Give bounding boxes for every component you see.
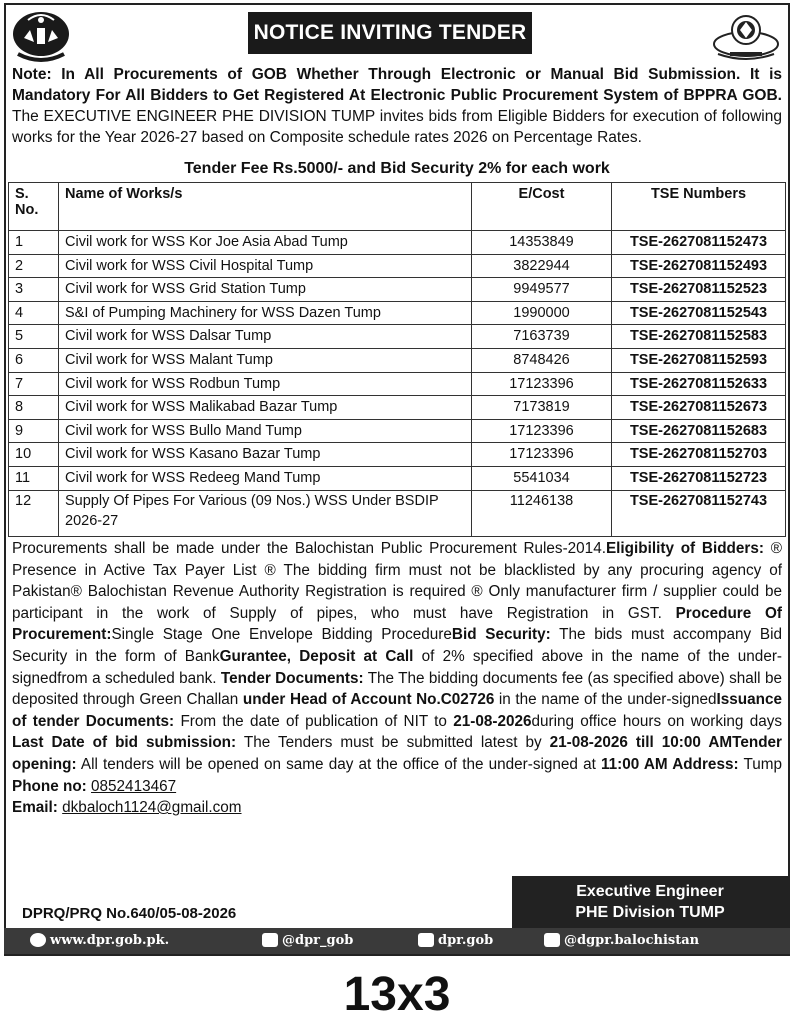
row-cost: 17123396 [472,443,612,467]
row-sno: 7 [9,372,59,396]
works-table-body [9,231,786,537]
signatory-box [512,876,788,928]
row-tse-number: TSE-2627081152543 [612,301,786,325]
issuance-date: 21-08-2026 [453,712,532,730]
notice-title: NOTICE INVITING TENDER [248,12,532,54]
row-sno: 9 [9,419,59,443]
address-text: Tump [738,755,782,773]
tender-opening-text: All tenders will be opened on same day at the office of the under-signed at [76,755,601,773]
phone-label: Phone no: [12,777,87,795]
row-tse-number: TSE-2627081152633 [612,372,786,396]
table-row [9,490,786,536]
website-item [30,928,169,954]
row-tse-number: TSE-2627081152723 [612,466,786,490]
eligibility-label: Eligibility of Bidders: [605,540,764,557]
header-tse-numbers: TSE Numbers [612,183,786,231]
row-cost: 3822944 [472,254,612,278]
row-tse-number: TSE-2627081152523 [612,278,786,302]
table-row [9,254,786,278]
address-label: Address: [667,755,739,773]
last-date-value: 21-08-2026 till 10:00 AM [549,734,733,752]
row-tse-number: TSE-2627081152593 [612,348,786,372]
intro-text: The EXECUTIVE ENGINEER PHE DIVISION TUMP invites bids from Eligible Bidders for execution of following works for the Year 2026-27 based on Composite schedule rates 2026 on Percentage Rates. [12,108,782,146]
works-table [8,182,786,537]
issuance-text-2: during office hours on working days [531,712,783,730]
tender-documents-text: The The bidding documents fee (as specified above) shall be deposited through Green Challan [12,669,782,709]
row-sno: 4 [9,301,59,325]
email-label: Email: [12,799,58,817]
instagram-icon [418,933,434,947]
email-link[interactable]: dkbaloch1124@gmail.com [62,799,242,817]
facebook-handle[interactable]: @dgpr.balochistan [564,933,700,948]
tender-documents-label: Tender Documents: [220,669,364,687]
row-tse-number: TSE-2627081152743 [612,490,786,536]
head-of-account: under Head of Account No.C02726 [242,691,495,709]
header-name-of-works: Name of Works/s [59,183,472,231]
twitter-item [262,928,353,954]
issuance-text: From the date of publication of NIT to [174,712,454,730]
tender-opening-label: Tender opening: [12,734,783,773]
row-cost: 5541034 [472,466,612,490]
social-footer-bar [4,928,790,954]
twitter-handle[interactable]: @dpr_gob [282,933,354,948]
row-sno: 8 [9,396,59,420]
facebook-icon [544,933,560,947]
table-row [9,443,786,467]
row-cost: 14353849 [472,231,612,255]
ad-size-label: 13x3 [343,968,451,1021]
last-date-label: Last Date of bid submission: [12,734,237,752]
table-row [9,325,786,349]
table-row [9,348,786,372]
signatory-division: PHE Division TUMP [575,904,725,921]
table-header-row [9,183,786,231]
row-sno: 10 [9,443,59,467]
table-row [9,231,786,255]
twitter-icon [262,933,278,947]
row-cost: 8748426 [472,348,612,372]
row-tse-number: TSE-2627081152473 [612,231,786,255]
tender-documents-text-2: in the name of the under-signed [494,691,717,709]
registration-note: Note: In All Procurements of GOB Whether Through Electronic or Manual Bid Submission. It is Mandatory For All Bidders to Get Registered At Electronic Public Procurement System of BPPRA GOB. [12,66,782,104]
bid-security-label: Bid Security: [451,626,551,644]
last-date-text: The Tenders must be submitted latest by [236,734,550,752]
bid-security-text: The bids must accompany Bid Security in the form of Bank [12,626,782,665]
row-cost: 11246138 [472,490,612,536]
row-sno: 12 [9,490,59,536]
row-sno: 11 [9,466,59,490]
instagram-item [418,928,493,954]
eligibility-text: ® Presence in Active Tax Payer List ® The bidding firm must not be blacklisted by any procuring agency of Pakistan® Balochistan Revenue Authority Registration is required ® Only manufacturer firm / supplier could be participant in the work of Supply of pipes, who must have Registration in GST. [12,540,782,622]
row-cost: 17123396 [472,372,612,396]
phone-number-link[interactable]: 0852413467 [91,777,177,795]
header-estimated-cost: E/Cost [472,183,612,231]
procedure-label: Procedure Of Procurement: [12,604,783,644]
table-row [9,278,786,302]
row-tse-number: TSE-2627081152493 [612,254,786,278]
row-cost: 7163739 [472,325,612,349]
website-link[interactable]: www.dpr.gob.pk. [50,933,170,948]
row-sno: 3 [9,278,59,302]
row-work-name: Civil work for WSS Bullo Mand Tump [59,419,472,443]
row-work-name: Civil work for WSS Dalsar Tump [59,325,472,349]
procurement-rules-text: Procurements shall be made under the Balochistan Public Procurement Rules-2014. [12,540,606,557]
facebook-item [544,928,699,954]
phe-department-emblem-icon [708,10,784,62]
row-cost: 17123396 [472,419,612,443]
row-sno: 5 [9,325,59,349]
terms-paragraph [12,538,782,819]
balochistan-emblem-icon [10,8,72,64]
table-row [9,466,786,490]
row-work-name: Civil work for WSS Rodbun Tump [59,372,472,396]
row-work-name: Civil work for WSS Grid Station Tump [59,278,472,302]
tender-fee-line: Tender Fee Rs.5000/- and Bid Security 2% for each work [184,160,610,177]
signatory-title: Executive Engineer [576,883,724,900]
row-work-name: Civil work for WSS Kor Joe Asia Abad Tump [59,231,472,255]
row-work-name: Civil work for WSS Redeeg Mand Tump [59,466,472,490]
row-work-name: Civil work for WSS Malikabad Bazar Tump [59,396,472,420]
row-work-name: S&I of Pumping Machinery for WSS Dazen Tump [59,301,472,325]
row-work-name: Civil work for WSS Malant Tump [59,348,472,372]
table-row [9,301,786,325]
row-cost: 7173819 [472,396,612,420]
row-cost: 1990000 [472,301,612,325]
row-work-name: Supply Of Pipes For Various (09 Nos.) WSS Under BSDIP 2026-27 [59,490,472,536]
header-sno: S. No. [9,183,59,231]
dpr-reference-number: DPRQ/PRQ No.640/05-08-2026 [22,905,237,922]
row-tse-number: TSE-2627081152683 [612,419,786,443]
issuance-label: Issuance of tender Documents: [12,691,782,730]
row-tse-number: TSE-2627081152583 [612,325,786,349]
row-tse-number: TSE-2627081152673 [612,396,786,420]
tender-opening-time: 11:00 AM [601,755,668,773]
table-row [9,372,786,396]
globe-icon [30,933,46,947]
row-cost: 9949577 [472,278,612,302]
row-work-name: Civil work for WSS Civil Hospital Tump [59,254,472,278]
row-work-name: Civil work for WSS Kasano Bazar Tump [59,443,472,467]
intro-paragraph [12,64,782,148]
bid-security-text-2: of 2% specified above in the name of the under-signedfrom a scheduled bank. [12,647,783,687]
row-sno: 1 [9,231,59,255]
row-sno: 2 [9,254,59,278]
bid-security-instrument: Gurantee, Deposit at Call [219,647,414,665]
table-row [9,396,786,420]
row-sno: 6 [9,348,59,372]
table-row [9,419,786,443]
instagram-handle[interactable]: dpr.gob [438,933,494,948]
row-tse-number: TSE-2627081152703 [612,443,786,467]
procedure-text: Single Stage One Envelope Bidding Procedure [111,626,452,644]
